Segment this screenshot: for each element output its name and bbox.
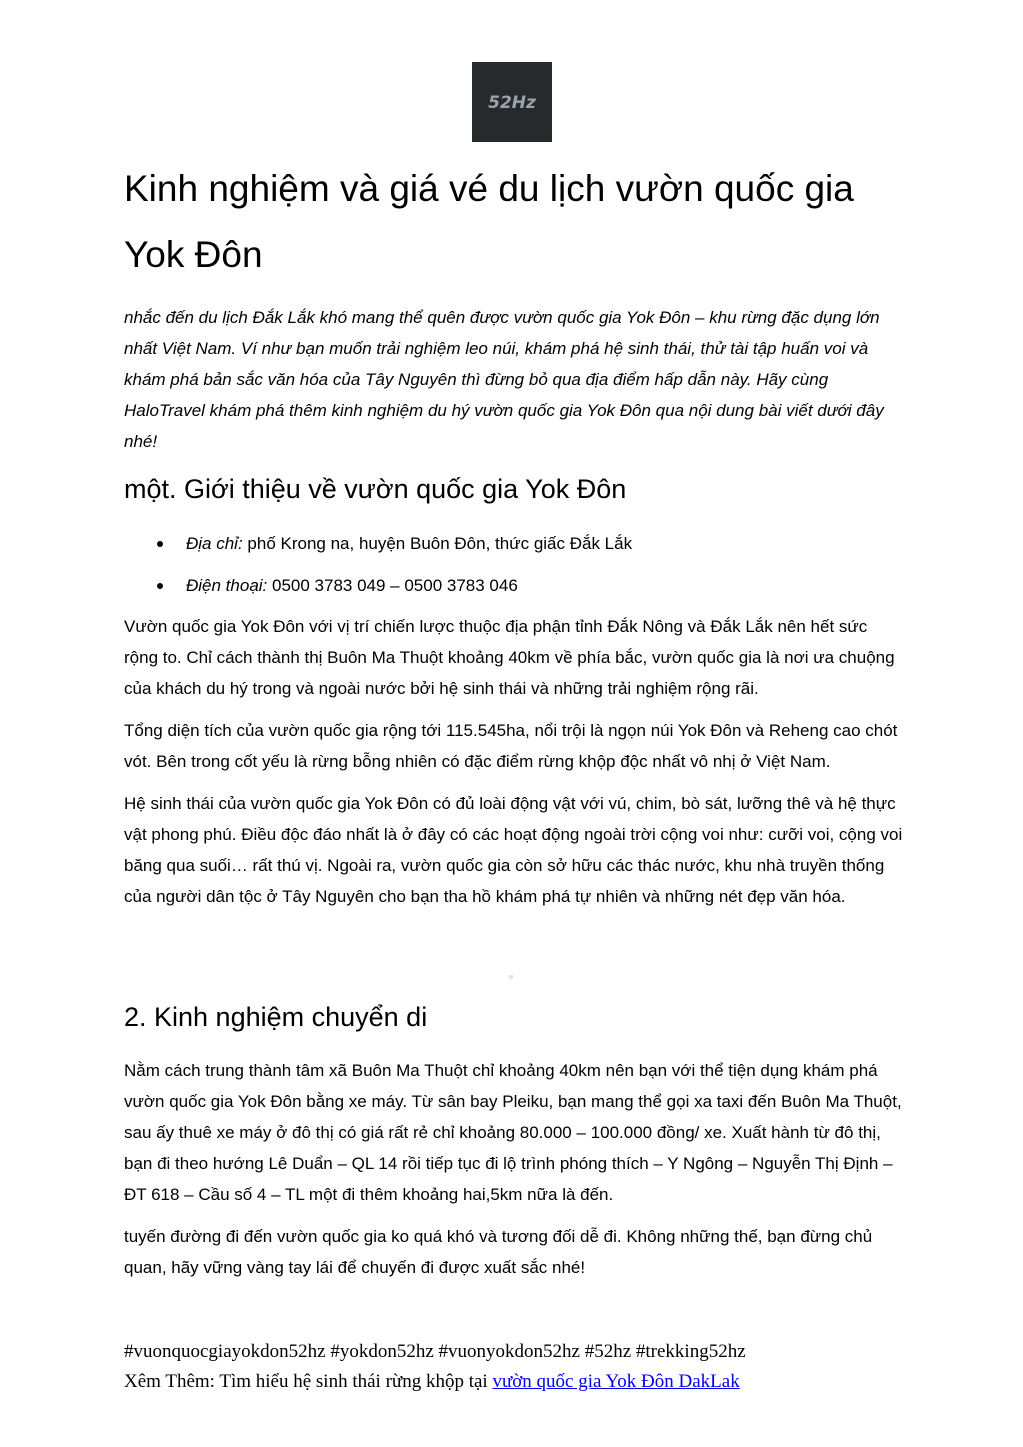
address-value: phố Krong na, huyện Buôn Đôn, thức giấc Đắk Lắk — [242, 534, 633, 553]
see-more-link[interactable]: vườn quốc gia Yok Đôn DakLak — [492, 1371, 740, 1392]
section-2-paragraph-2: tuyến đường đi đến vườn quốc gia ko quá khó và tương đối dễ đi. Không những thế, bạn đừng chủ quan, hãy vững vàng tay lái để chuyến đi được xuất sắc nhé! — [124, 1227, 873, 1277]
section-2-heading: 2. Kinh nghiệm chuyển di — [124, 1002, 428, 1032]
address-label: Địa chỉ: — [186, 534, 243, 553]
logo-text: 52Hz — [488, 93, 536, 113]
phone-label: Điện thoại: — [186, 576, 268, 595]
phone-value: 0500 3783 049 – 0500 3783 046 — [267, 576, 518, 595]
page-title — [124, 156, 914, 288]
section-1-paragraph-3: Hệ sinh thái của vườn quốc gia Yok Đôn có đủ loài động vật với vú, chim, bò sát, lưỡng thê và hệ thực vật phong phú. Điều độc đáo nhất là ở đây có các hoạt động ngoài trời cộng voi như: cưỡi voi, cộng voi băng qua suối… rất thú vị. Ngoài ra, vườn quốc gia còn sở hữu các thác nước, khu nhà truyền thống của người dân tộc ở Tây Nguyên cho bạn tha hồ khám phá tự nhiên và những nét đẹp văn hóa. — [124, 794, 903, 906]
footer-hashtags: #vuonquocgiayokdon52hz #yokdon52hz #vuonyokdon52hz #52hz #trekking52hz — [124, 1341, 746, 1362]
bullet-icon — [157, 541, 163, 547]
intro-paragraph: nhắc đến du lịch Đắk Lắk khó mang thể quên được vườn quốc gia Yok Đôn – khu rừng đặc dụng lớn nhất Việt Nam. Ví như bạn muốn trải nghiệm leo núi, khám phá hệ sinh thái, thử tài tập huấn voi và khám phá bản sắc văn hóa của Tây Nguyên thì đừng bỏ qua địa điểm hấp dẫn này. Hãy cùng HaloTravel khám phá thêm kinh nghiệm du hý vườn quốc gia Yok Đôn qua nội dung bài viết dưới đây nhé! — [124, 308, 884, 451]
see-more-prefix: Xêm Thêm: Tìm hiểu hệ sinh thái rừng khộp tại — [124, 1371, 493, 1392]
title-line-2: Yok Đôn — [124, 234, 263, 275]
title-line-1: Kinh nghiệm và giá vé du lịch vườn quốc gia — [124, 168, 854, 209]
section-1-paragraph-2: Tổng diện tích của vườn quốc gia rộng tới 115.545ha, nổi trội là ngọn núi Yok Đôn và Reheng cao chót vót. Bên trong cốt yếu là rừng bỗng nhiên có đặc điểm rừng khộp độc nhất vô nhị ở Việt Nam. — [124, 721, 898, 771]
bullet-icon — [157, 583, 163, 589]
contact-list — [124, 528, 904, 612]
section-1-paragraph-1: Vườn quốc gia Yok Đôn với vị trí chiến lược thuộc địa phận tỉnh Đắk Nông và Đắk Lắk nên hết sức rộng to. Chỉ cách thành thị Buôn Ma Thuột khoảng 40km về phía bắc, vườn quốc gia là nơi ưa chuộng của khách du hý trong và ngoài nước bởi hệ sinh thái và những trải nghiệm rộng rãi. — [124, 617, 895, 698]
image-placeholder-speck — [509, 975, 513, 979]
section-2-paragraph-1: Nằm cách trung thành tâm xã Buôn Ma Thuột chỉ khoảng 40km nên bạn với thể tiện dụng khám phá vườn quốc gia Yok Đôn bằng xe máy. Từ sân bay Pleiku, bạn mang thể gọi xa taxi đến Buôn Ma Thuột, sau ấy thuê xe máy ở đô thị có giá rất rẻ chỉ khoảng 80.000 – 100.000 đồng/ xe. Xuất hành từ đô thị, bạn đi theo hướng Lê Duẩn – QL 14 rồi tiếp tục đi lộ trình phóng thích – Y Ngông – Nguyễn Thị Định – ĐT 618 – Cầu số 4 – TL một đi thêm khoảng hai,5km nữa là đến. — [124, 1061, 902, 1204]
logo-mark — [472, 62, 552, 142]
section-1-heading: một. Giới thiệu về vườn quốc gia Yok Đôn — [124, 474, 627, 504]
list-item-phone — [124, 570, 904, 612]
footer-see-more — [124, 1367, 924, 1397]
logo-52hz — [472, 62, 552, 142]
list-item-address — [124, 528, 904, 570]
footer — [124, 1337, 924, 1397]
